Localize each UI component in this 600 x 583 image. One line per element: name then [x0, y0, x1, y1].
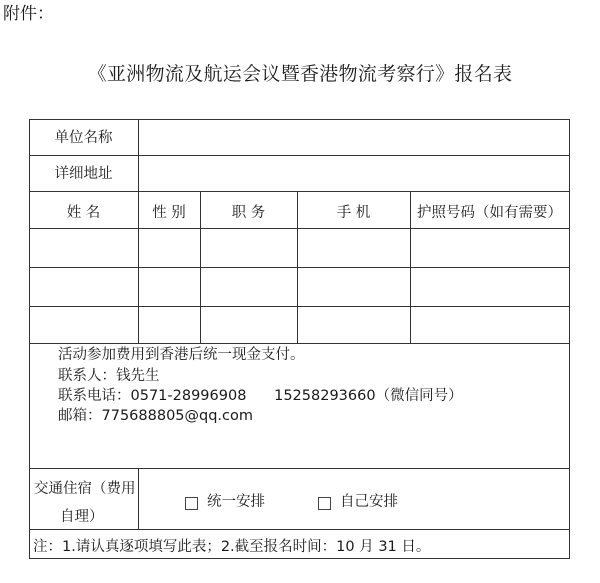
participant-row[interactable] — [30, 307, 569, 342]
address-label: 详细地址 — [54, 166, 113, 182]
column-header-position: 职 务 — [231, 205, 266, 221]
form-title: 《亚洲物流及航运会议暨香港物流考察行》报名表 — [87, 63, 513, 85]
unit-name-label: 单位名称 — [54, 130, 113, 146]
lodging-label-line2: 自理） — [60, 509, 104, 525]
contact-phone: 联系电话：0571-28996908 15258293660（微信同号） — [58, 388, 463, 404]
table-border-bottom — [29, 558, 570, 559]
table-rule-lodging-bottom — [29, 529, 570, 530]
self-arrangement-checkbox[interactable] — [318, 497, 331, 510]
table-border-right — [569, 119, 570, 559]
table-col-lodging-divider — [138, 468, 139, 529]
attachment-label: 附件： — [3, 4, 54, 24]
table-rule-info-bottom — [29, 468, 570, 469]
column-header-gender: 性 别 — [152, 205, 186, 221]
address-field[interactable] — [140, 157, 568, 190]
participant-row[interactable] — [30, 268, 569, 305]
participant-row[interactable] — [30, 229, 569, 266]
column-header-name: 姓 名 — [66, 205, 101, 221]
table-col-label-divider — [138, 119, 139, 191]
form-note: 注：1.请认真逐项填写此表；2.截至报名时间：10 月 31 日。 — [33, 539, 431, 555]
table-rule-row3-bottom — [29, 343, 570, 344]
lodging-label-line1: 交通住宿（费用 — [34, 481, 136, 497]
column-header-mobile: 手 机 — [336, 205, 371, 221]
table-rule-unit-bottom — [29, 155, 570, 156]
contact-person: 联系人：钱先生 — [58, 368, 160, 384]
payment-info: 活动参加费用到香港后统一现金支付。 — [58, 347, 305, 363]
column-header-passport: 护照号码（如有需要） — [417, 205, 562, 221]
table-rule-address-bottom — [29, 191, 570, 192]
unified-arrangement-checkbox[interactable] — [185, 497, 198, 510]
unified-arrangement-label: 统一安排 — [207, 494, 265, 510]
self-arrangement-label: 自己安排 — [340, 494, 398, 510]
contact-email: 邮箱：775688805@qq.com — [58, 408, 254, 424]
unit-name-field[interactable] — [140, 121, 568, 154]
table-border-top — [29, 119, 570, 120]
